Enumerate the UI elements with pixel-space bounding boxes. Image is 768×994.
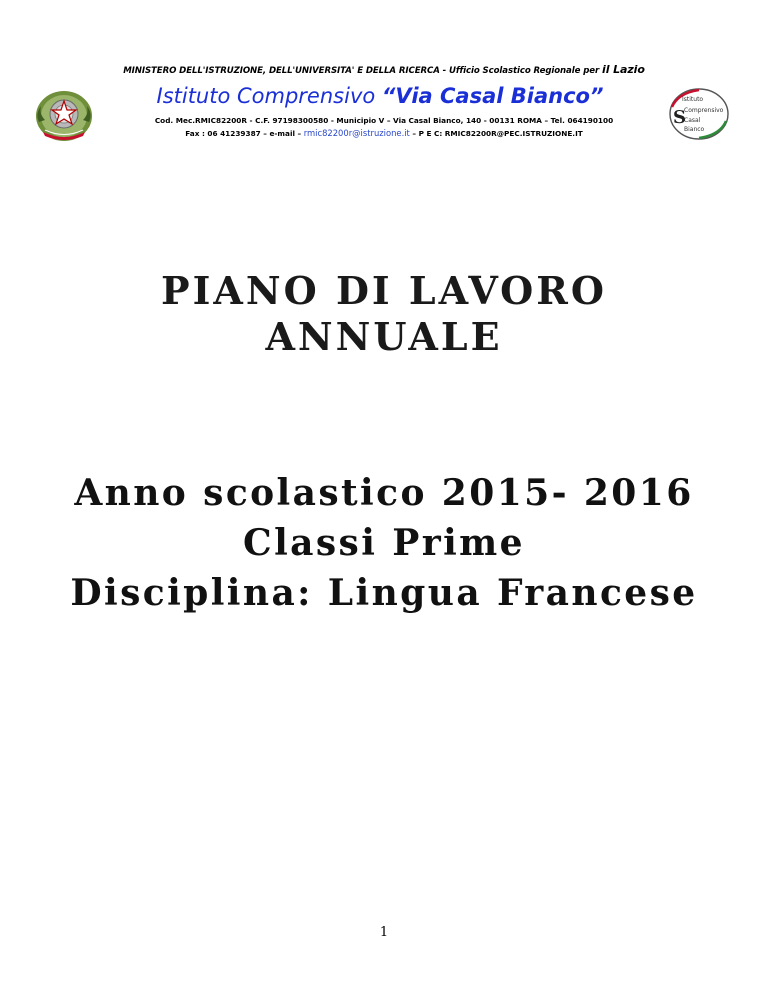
svg-text:Istituto: Istituto [682,96,704,103]
title-line-2: ANNUALE [265,314,503,359]
ministry-header [0,63,768,76]
institute-prefix: Istituto Comprensivo [156,84,382,108]
ministry-text: MINISTERO DELL'ISTRUZIONE, DELL'UNIVERSITA' E DELLA RICERCA - Ufficio Scolastico Regionale per [123,66,603,76]
svg-text:Comprensivo: Comprensivo [684,107,724,114]
svg-text:Casal: Casal [684,117,701,124]
subject: Disciplina: Lingua Francese [70,572,698,614]
title-line-1: PIANO DI LAVORO [161,268,607,313]
region-text: il Lazio [602,63,645,76]
institute-title [100,84,660,108]
fax-label: Fax : 06 41239387 – e-mail – [185,129,304,138]
classes: Classi Prime [243,522,525,564]
email-link[interactable]: rmic82200r@istruzione.it [303,128,410,138]
contact-line-2 [0,128,768,138]
svg-text:S: S [673,107,686,128]
document-details [0,468,768,618]
page-number: 1 [379,925,389,940]
svg-text:Bianco: Bianco [684,126,705,133]
document-title [0,268,768,360]
pec-text: – P E C: RMIC82200R@PEC.ISTRUZIONE.IT [409,129,583,138]
contact-line-1: Cod. Mec.RMIC82200R - C.F. 97198300580 - Municipio V – Via Casal Bianco, 140 - 00131 ROMA – Tel. 064190100 [154,116,614,125]
institute-name: “Via Casal Bianco” [381,84,604,108]
school-year: Anno scolastico 2015- 2016 [74,472,694,514]
